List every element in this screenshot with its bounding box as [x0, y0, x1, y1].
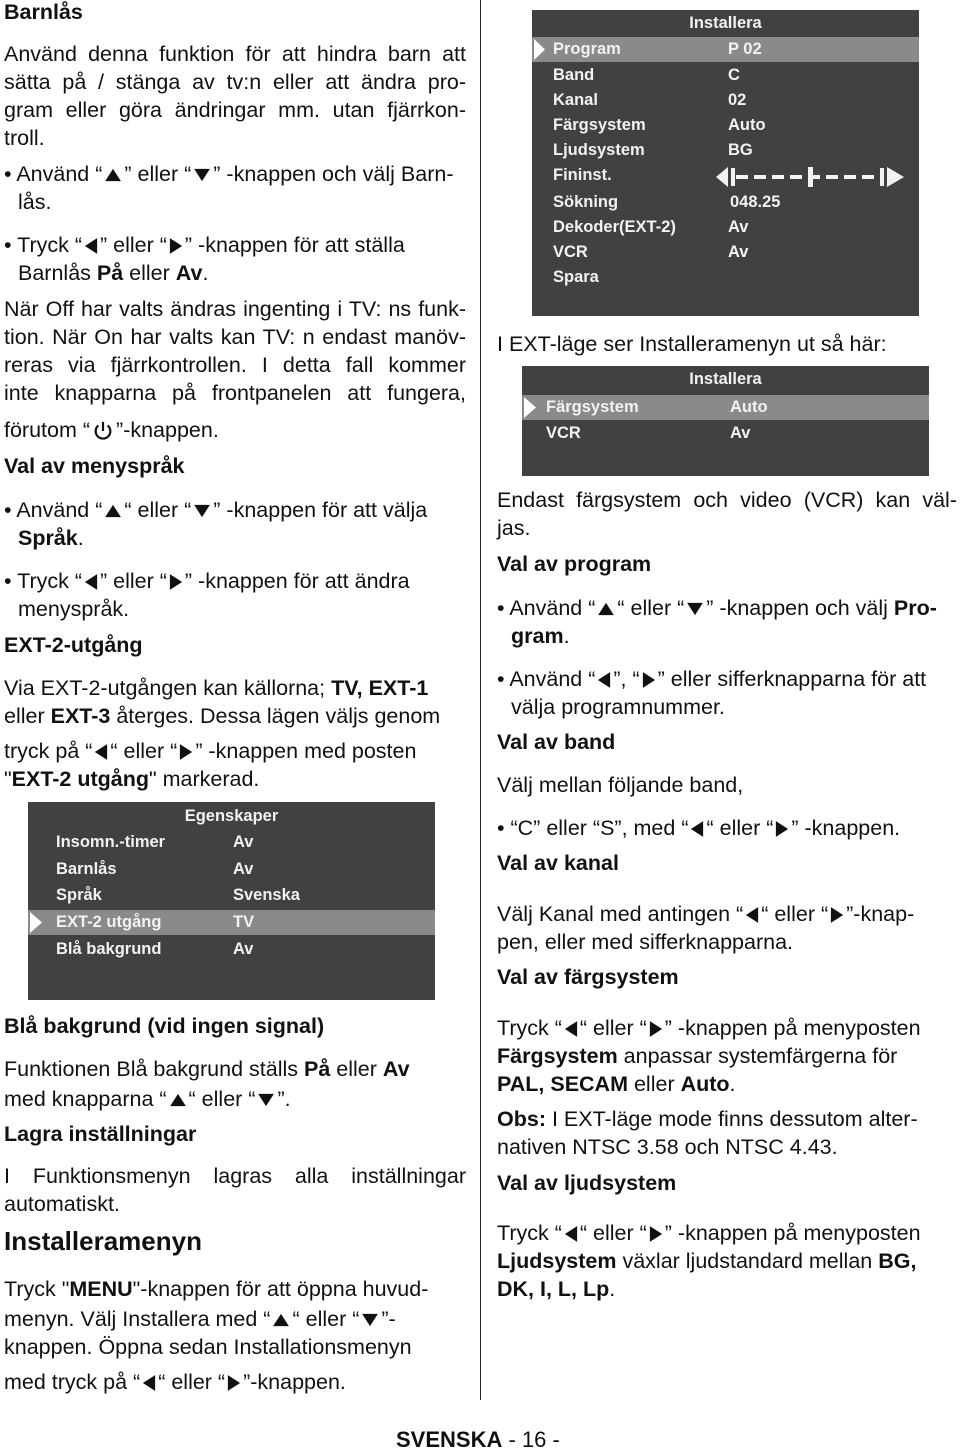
menu-row-insomn-timer[interactable]: Insomn.-timer Av	[56, 833, 254, 851]
barnlas-description: När Off har valts ändras ingenting i TV: ns funk- tion. När On har valts kan TV: n endast manöv- reras via fjärrkontrollen. I detta fall kommer inte knapparna på frontpanelen att fungera,	[4, 297, 466, 405]
up-arrow-icon	[104, 168, 122, 182]
up-arrow-icon	[104, 504, 122, 518]
band-heading: Val av band	[497, 730, 616, 754]
ext2-line-1: Via EXT-2-utgången kan källorna; TV, EXT-1	[4, 676, 429, 700]
selection-arrow-icon	[28, 910, 44, 935]
install-heading: Installeramenyn	[4, 1226, 202, 1256]
menu-row-bla-bakgrund[interactable]: Blå bakgrund Av	[56, 940, 254, 958]
menu-title: Egenskaper	[184, 807, 279, 825]
program-bullet-number: • Använd “ ”, “ ” eller sifferknapparna för att	[497, 667, 927, 691]
right-arrow-icon	[775, 820, 789, 838]
up-arrow-icon	[169, 1093, 187, 1107]
ext2-line-2: eller EXT-3 återges. Dessa lägen väljs genom	[4, 704, 441, 728]
left-arrow-icon	[564, 1020, 578, 1038]
barnlas-description-power: förutom “ ”-knappen.	[4, 418, 219, 442]
barnlas-intro: Använd denna funktion för att hindra barn att sätta på / stänga av tv:n eller att ändra pro- gram eller göra ändringar mm. utan fjärrkon- troll.	[4, 42, 466, 150]
band-line: Välj mellan följande band,	[497, 773, 744, 797]
barnlas-bullet-toggle-cont: Barnlås På eller Av.	[18, 261, 209, 285]
down-arrow-icon	[257, 1093, 275, 1107]
kanal-line-1: Välj Kanal med antingen “ “ eller “ ”-knap-	[497, 902, 915, 926]
barnlas-bullet-select: • Använd “ ” eller “ ” -knappen och välj Barn-	[4, 162, 454, 186]
kanal-line-2: pen, eller med sifferknapparna.	[497, 930, 794, 954]
left-arrow-icon	[84, 573, 98, 591]
down-arrow-icon	[686, 602, 704, 616]
barnlas-heading: Barnlås	[4, 0, 83, 24]
ljudsystem-heading: Val av ljudsystem	[497, 1171, 677, 1195]
menu-row-barnlas[interactable]: Barnlås Av	[56, 860, 254, 878]
slider-thumb[interactable]	[808, 167, 813, 187]
left-arrow-icon	[94, 743, 108, 761]
power-icon	[92, 420, 114, 442]
right-arrow-icon	[642, 671, 656, 689]
fargsystem-obs-1: Obs: I EXT-läge mode finns dessutom alter-	[497, 1107, 918, 1131]
bla-line-2: med knapparna “ “ eller “ ”.	[4, 1087, 291, 1111]
menu-row-fargsystem[interactable]: Färgsystem Auto	[522, 395, 929, 420]
menu-row-fininst[interactable]: Fininst.	[553, 166, 612, 184]
menu-row-ljudsystem[interactable]: Ljudsystem BG	[553, 141, 753, 159]
page-footer	[396, 1427, 560, 1453]
left-arrow-icon	[84, 237, 98, 255]
ljudsystem-line-1: Tryck “ “ eller “ ” -knappen på menyposten	[497, 1221, 921, 1245]
footer-page-number: - 16 -	[502, 1427, 560, 1452]
kanal-heading: Val av kanal	[497, 851, 619, 875]
bla-line-1: Funktionen Blå bakgrund ställs På eller Av	[4, 1057, 410, 1081]
menu-row-spara[interactable]: Spara	[553, 268, 599, 286]
left-arrow-icon	[597, 671, 611, 689]
program-bullet-number-cont: välja programnummer.	[511, 695, 725, 719]
menu-row-program[interactable]: Program P 02	[532, 37, 919, 62]
install-line-1: Tryck "MENU"-knappen för att öppna huvud-	[4, 1277, 429, 1301]
sprak-bullet-select-cont: Språk.	[18, 526, 84, 550]
left-arrow-icon	[690, 820, 704, 838]
fargsystem-line-2: Färgsystem anpassar systemfärgerna för	[497, 1044, 898, 1068]
menu-row-vcr[interactable]: VCR Av	[546, 424, 751, 442]
sprak-bullet-change: • Tryck “ ” eller “ ” -knappen för att ändra	[4, 569, 410, 593]
slider-left-arrow-icon	[716, 167, 728, 187]
down-arrow-icon	[193, 168, 211, 182]
right-arrow-icon	[179, 743, 193, 761]
up-arrow-icon	[597, 602, 615, 616]
install-line-3: knappen. Öppna sedan Installationsmenyn	[4, 1335, 412, 1359]
up-arrow-icon	[272, 1313, 290, 1327]
ljudsystem-line-3: DK, I, L, Lp.	[497, 1277, 616, 1301]
down-arrow-icon	[193, 504, 211, 518]
program-bullet-select: • Använd “ “ eller “ ” -knappen och välj Pro-	[497, 596, 937, 620]
column-divider	[480, 0, 481, 1400]
fine-tune-slider[interactable]	[714, 165, 906, 189]
installera-menu	[532, 10, 919, 316]
left-arrow-icon	[142, 1374, 156, 1392]
menu-title: Installera	[689, 14, 762, 32]
right-arrow-icon	[649, 1225, 663, 1243]
menu-row-band[interactable]: Band C	[553, 66, 740, 84]
fargsystem-obs-2: nativen NTSC 3.58 och NTSC 4.43.	[497, 1135, 838, 1159]
fargsystem-line-3: PAL, SECAM eller Auto.	[497, 1072, 736, 1096]
program-heading: Val av program	[497, 552, 652, 576]
slider-right-arrow-icon	[887, 167, 904, 187]
menu-row-sokning[interactable]: Sökning 048.25	[553, 193, 781, 211]
barnlas-bullet-select-cont: lås.	[18, 190, 52, 214]
left-arrow-icon	[564, 1225, 578, 1243]
menu-row-ext2-utgang[interactable]: EXT-2 utgång TV	[28, 910, 435, 935]
right-arrow-icon	[169, 573, 183, 591]
slider-left-bar	[731, 168, 735, 186]
footer-language: SVENSKA	[396, 1427, 503, 1452]
endast-text: Endast färgsystem och video (VCR) kan väl- jas.	[497, 488, 957, 540]
ext2-heading: EXT-2-utgång	[4, 633, 143, 657]
lagra-text: I Funktionsmenyn lagras alla inställningar automatiskt.	[4, 1164, 466, 1216]
right-arrow-icon	[227, 1374, 241, 1392]
right-arrow-icon	[830, 906, 844, 924]
fargsystem-line-1: Tryck “ “ eller “ ” -knappen på menyposten	[497, 1016, 921, 1040]
program-bullet-select-cont: gram.	[511, 624, 570, 648]
bla-heading: Blå bakgrund (vid ingen signal)	[4, 1014, 325, 1038]
menu-row-sprak[interactable]: Språk Svenska	[56, 886, 300, 904]
menu-row-fargsystem[interactable]: Färgsystem Auto	[553, 116, 766, 134]
menu-row-kanal[interactable]: Kanal 02	[553, 91, 747, 109]
right-arrow-icon	[649, 1020, 663, 1038]
right-arrow-icon	[169, 237, 183, 255]
install-line-2: menyn. Välj Installera med “ “ eller “ ”-	[4, 1307, 396, 1331]
sprak-bullet-select: • Använd “ “ eller “ ” -knappen för att välja	[4, 498, 428, 522]
ext-caption: I EXT-läge ser Installeramenyn ut så här:	[497, 332, 887, 356]
sprak-heading: Val av menyspråk	[4, 454, 185, 478]
barnlas-bullet-toggle: • Tryck “ ” eller “ ” -knappen för att ställa	[4, 233, 405, 257]
ljudsystem-line-2: Ljudsystem växlar ljudstandard mellan BG,	[497, 1249, 917, 1273]
sprak-bullet-change-cont: menyspråk.	[18, 597, 130, 621]
down-arrow-icon	[361, 1313, 379, 1327]
ext2-line-4: "EXT-2 utgång" markerad.	[4, 767, 260, 791]
selection-arrow-icon	[522, 395, 538, 420]
menu-title: Installera	[689, 370, 762, 388]
slider-right-bar	[880, 168, 884, 186]
install-line-4: med tryck på “ “ eller “ ”-knappen.	[4, 1370, 346, 1394]
left-arrow-icon	[745, 906, 759, 924]
menu-row-dekoder[interactable]: Dekoder(EXT-2) Av	[553, 218, 749, 236]
lagra-heading: Lagra inställningar	[4, 1122, 197, 1146]
ext2-line-3: tryck på “ “ eller “ ” -knappen med posten	[4, 739, 417, 763]
egenskaper-menu	[28, 802, 435, 1000]
selection-arrow-icon	[532, 37, 546, 62]
fargsystem-heading: Val av färgsystem	[497, 965, 679, 989]
band-bullet: • “C” eller “S”, med “ “ eller “ ” -knappen.	[497, 816, 901, 840]
menu-row-vcr[interactable]: VCR Av	[553, 243, 749, 261]
ext-installera-menu	[522, 366, 929, 476]
